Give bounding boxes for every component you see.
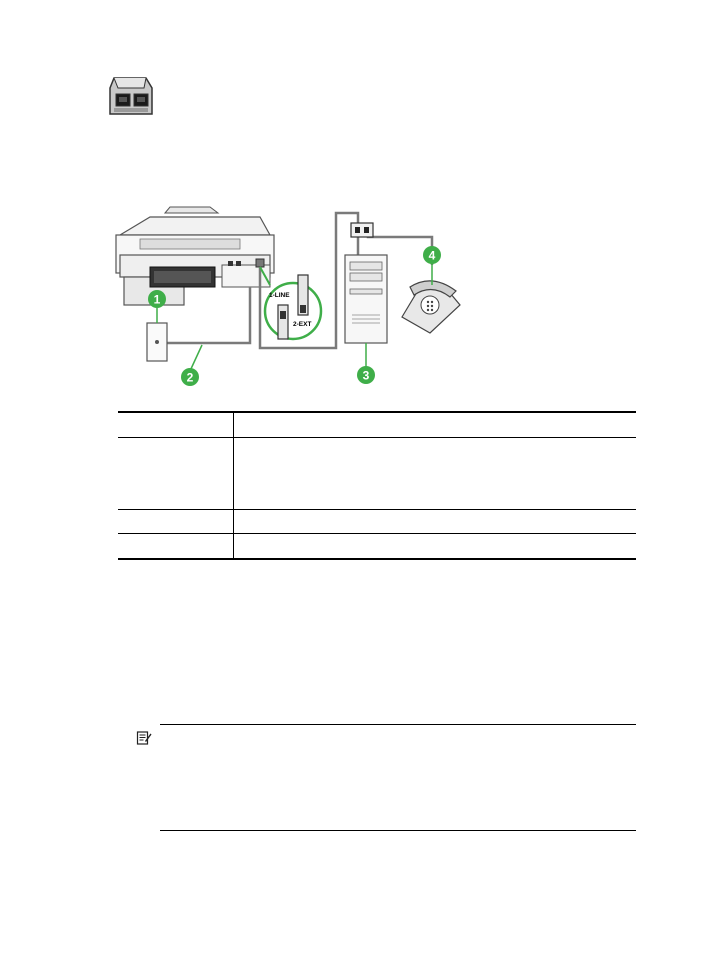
table-row-rule <box>118 533 636 534</box>
callout-2 <box>181 345 202 386</box>
note-top-rule <box>160 724 636 725</box>
table-row-rule <box>118 509 636 510</box>
telephone-illustration <box>402 281 460 333</box>
note-icon <box>136 730 152 746</box>
port-label-ext: 2-EXT <box>293 321 312 328</box>
computer-illustration <box>345 255 387 343</box>
table-header-rule <box>118 437 636 438</box>
callout-1 <box>148 290 166 323</box>
parallel-splitter-icon <box>108 76 154 118</box>
svg-text:3: 3 <box>362 368 370 383</box>
note-bottom-rule <box>160 830 636 831</box>
table-bottom-rule <box>118 558 636 560</box>
callout-4 <box>423 246 441 285</box>
table-column-divider <box>233 413 234 558</box>
callout-3 <box>357 343 375 384</box>
splitter <box>351 223 373 237</box>
table-top-rule <box>118 411 636 413</box>
port-label-line: 1-LINE <box>269 292 290 299</box>
svg-text:1: 1 <box>153 292 161 307</box>
svg-text:2: 2 <box>186 370 194 385</box>
connection-diagram <box>110 205 470 395</box>
svg-text:4: 4 <box>428 248 436 263</box>
